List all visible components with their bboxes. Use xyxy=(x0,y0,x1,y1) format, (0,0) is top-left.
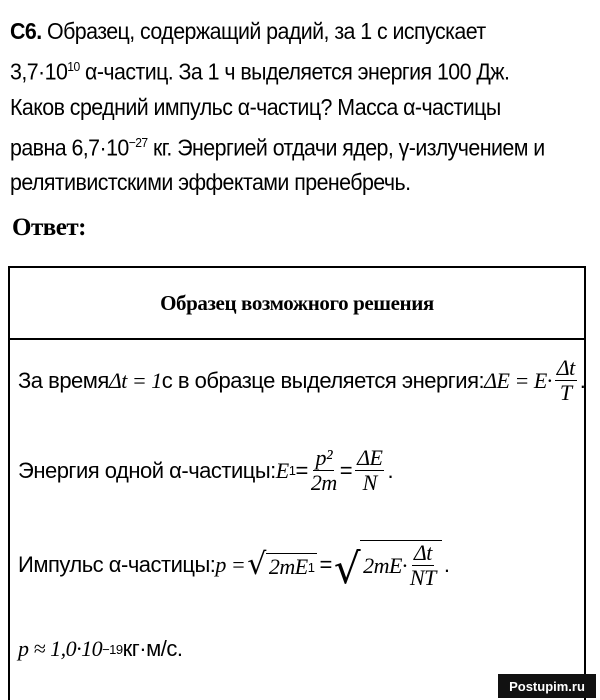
sqrt-2mE-dt-NT: √ 2mE· $\frac{\Delta t}{NT}$ xyxy=(334,540,442,590)
fraction-p2-2m: $\frac{\text{p²}}{2m}$ xyxy=(310,445,337,495)
solution-table xyxy=(8,266,586,700)
problem-label: С6. xyxy=(10,18,42,44)
solution-header: Образец возможного решения xyxy=(10,268,584,340)
solution-line-2: Энергия одной α-частицы: E 1 = $\frac{\text{p²}}{2m}$ = $\frac{\Delta E}{N}$ . xyxy=(18,445,394,495)
solution-line-3: Импульс α-частицы: p = √ 2mE 1 = √ 2mE· $\frac{\Delta t}{NT}$ . xyxy=(18,540,450,593)
fraction-dt-NT: $\frac{\Delta t}{NT}$ xyxy=(409,540,436,590)
fraction-dt-T: $\frac{\Delta t}{T}$ xyxy=(556,355,575,405)
problem-text-part-3: кг. Энергией отдачи ядер, γ-излучением и релятивистскими эффектами пренебречь. xyxy=(10,134,545,196)
exponent-2: −27 xyxy=(128,134,148,150)
answer-label: Ответ: xyxy=(12,214,86,241)
problem-text-part-1: Образец, содержащий радий, за 1 с испускает 3,7·10 xyxy=(10,18,486,85)
problem-text-part-2: α-частиц. За 1 ч выделяется энергия 100 Дж. Каков средний импульс α-частиц? Масса α-частицы равна 6,7·10 xyxy=(10,58,510,161)
problem-text xyxy=(10,14,548,200)
fraction-dE-N: $\frac{\Delta E}{N}$ xyxy=(357,445,383,495)
solution-line-4: p ≈ 1,0·10 −19 кг·м/с. xyxy=(18,636,183,661)
exponent-1: 10 xyxy=(67,59,80,74)
solution-line-1: За время Δt = 1 с в образце выделяется энергия: ΔE = E· $\frac{\Delta t}{T}$ . xyxy=(18,355,586,405)
sqrt-2mE1: √ 2mE 1 xyxy=(247,550,317,580)
watermark-badge: Postupim.ru xyxy=(498,674,596,698)
